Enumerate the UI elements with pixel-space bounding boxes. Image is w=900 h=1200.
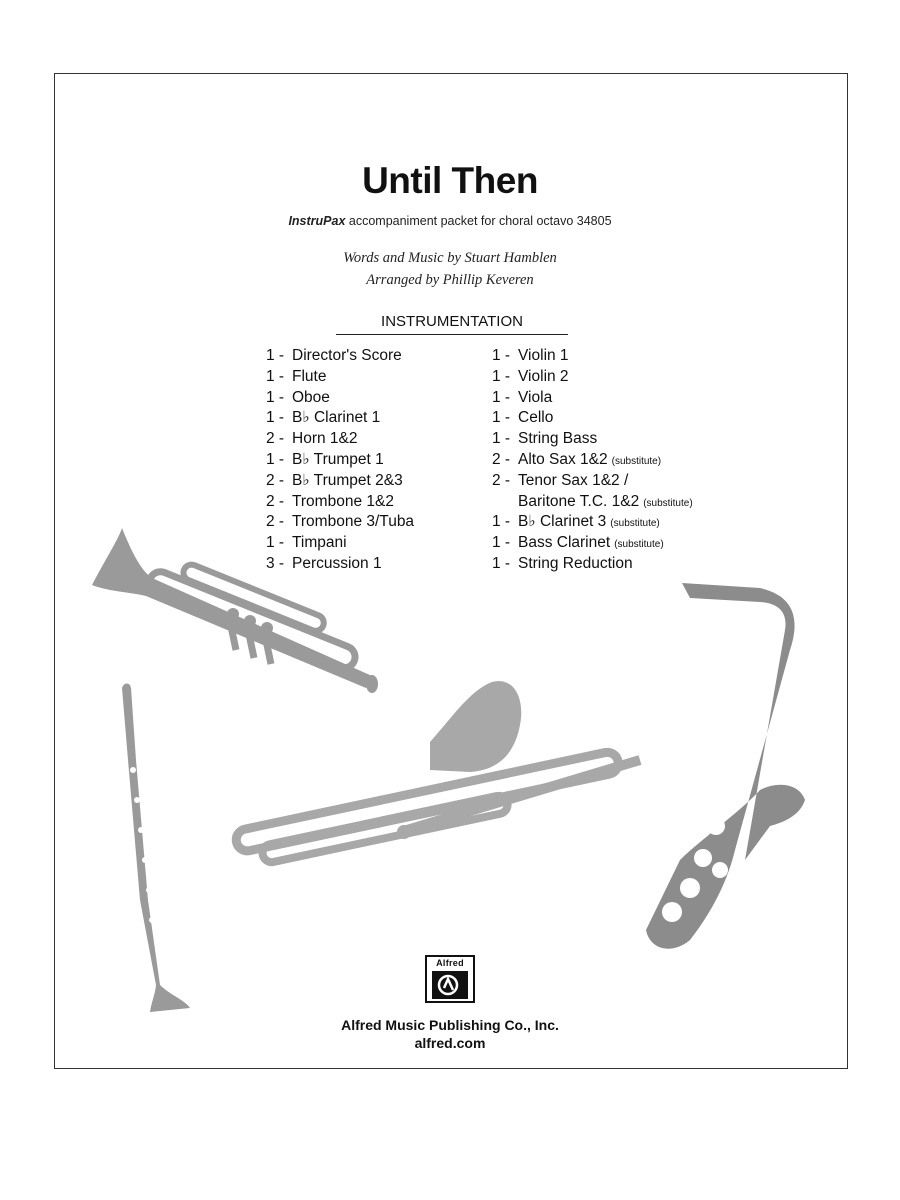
list-item <box>266 492 414 513</box>
item-note: (substitute) <box>610 518 660 530</box>
saxophone-icon <box>646 583 805 949</box>
item-qty: 1 - <box>266 409 285 427</box>
list-item <box>492 367 693 388</box>
logo-mark-icon <box>432 971 468 999</box>
list-item <box>492 492 693 513</box>
item-note: (substitute) <box>614 539 664 551</box>
item-qty: 1 - <box>266 534 285 552</box>
item-name: Trombone 3/Tuba <box>292 513 415 531</box>
item-qty: 1 - <box>492 409 511 427</box>
item-name: Oboe <box>292 388 330 406</box>
item-qty: 1 - <box>492 513 511 531</box>
item-qty: 1 - <box>266 450 285 468</box>
item-qty: 3 - <box>266 554 285 572</box>
list-item <box>266 346 414 367</box>
item-qty: 1 - <box>492 534 511 552</box>
item-qty: 2 - <box>492 471 511 489</box>
item-qty: 2 - <box>492 450 511 468</box>
list-item <box>492 388 693 409</box>
list-item <box>492 471 693 492</box>
list-item <box>266 512 414 533</box>
instrument-list-right <box>492 346 693 575</box>
subtitle-brand: InstruPax <box>288 214 346 228</box>
item-qty: 1 - <box>492 388 511 406</box>
item-qty: 2 - <box>266 492 285 510</box>
instrument-list-left <box>266 346 414 575</box>
page-title: Until Then <box>362 160 538 201</box>
item-qty: 2 - <box>266 471 285 489</box>
list-item <box>492 512 693 533</box>
item-name: Trombone 1&2 <box>292 492 394 510</box>
item-qty: 1 - <box>266 367 285 385</box>
trombone-icon <box>234 681 640 864</box>
item-name: Baritone T.C. 1&2 <box>518 492 640 510</box>
item-name: String Reduction <box>518 554 633 572</box>
list-item <box>266 367 414 388</box>
list-item <box>266 429 414 450</box>
credit-words-music: Words and Music by Stuart Hamblen <box>343 250 557 266</box>
list-item <box>266 388 414 409</box>
subtitle <box>0 214 900 228</box>
item-name: Violin 2 <box>518 367 569 385</box>
item-name: Violin 1 <box>518 347 569 364</box>
item-name: Alto Sax 1&2 <box>518 450 608 468</box>
item-name: Viola <box>518 388 553 406</box>
list-item <box>492 346 693 367</box>
item-note: (substitute) <box>611 455 662 467</box>
item-name: B♭ Trumpet 2&3 <box>292 471 403 489</box>
item-note: (substitute) <box>643 497 693 509</box>
item-name: Tenor Sax 1&2 / <box>518 471 629 489</box>
item-name: Flute <box>292 367 327 385</box>
list-item <box>266 533 414 554</box>
alfred-logo <box>425 955 475 1003</box>
item-qty: 1 - <box>492 367 511 385</box>
item-qty: 1 - <box>266 388 285 406</box>
credit-arranged: Arranged by Phillip Keveren <box>366 272 534 288</box>
publisher-url: alfred.com <box>414 1035 486 1051</box>
item-qty: 1 - <box>266 347 285 364</box>
logo-text: Alfred <box>436 958 464 968</box>
item-qty: 2 - <box>266 513 285 531</box>
publisher-name: Alfred Music Publishing Co., Inc. <box>341 1017 559 1033</box>
clarinet-icon <box>122 684 190 1013</box>
item-name: B♭ Clarinet 1 <box>292 409 381 427</box>
list-item <box>492 408 693 429</box>
item-name: String Bass <box>518 430 598 448</box>
item-name: Bass Clarinet <box>518 534 611 552</box>
item-name: Cello <box>518 409 554 427</box>
item-qty: 1 - <box>492 554 511 572</box>
item-name: Horn 1&2 <box>292 430 358 448</box>
list-item <box>266 408 414 429</box>
item-name: B♭ Trumpet 1 <box>292 450 384 468</box>
list-item <box>492 450 693 471</box>
item-name: B♭ Clarinet 3 <box>518 513 607 531</box>
subtitle-rest: accompaniment packet for choral octavo 34805 <box>345 214 612 228</box>
item-name: Director's Score <box>292 347 402 364</box>
list-item <box>266 471 414 492</box>
item-name: Percussion 1 <box>292 554 382 572</box>
item-qty: 1 - <box>492 430 511 448</box>
list-item <box>492 554 693 575</box>
item-name: Timpani <box>292 534 347 552</box>
list-item <box>492 429 693 450</box>
list-item <box>266 450 414 471</box>
item-qty: 1 - <box>492 347 511 364</box>
item-qty: 2 - <box>266 430 285 448</box>
list-item <box>266 554 414 575</box>
instrumentation-heading: INSTRUMENTATION <box>336 313 568 335</box>
list-item <box>492 533 693 554</box>
